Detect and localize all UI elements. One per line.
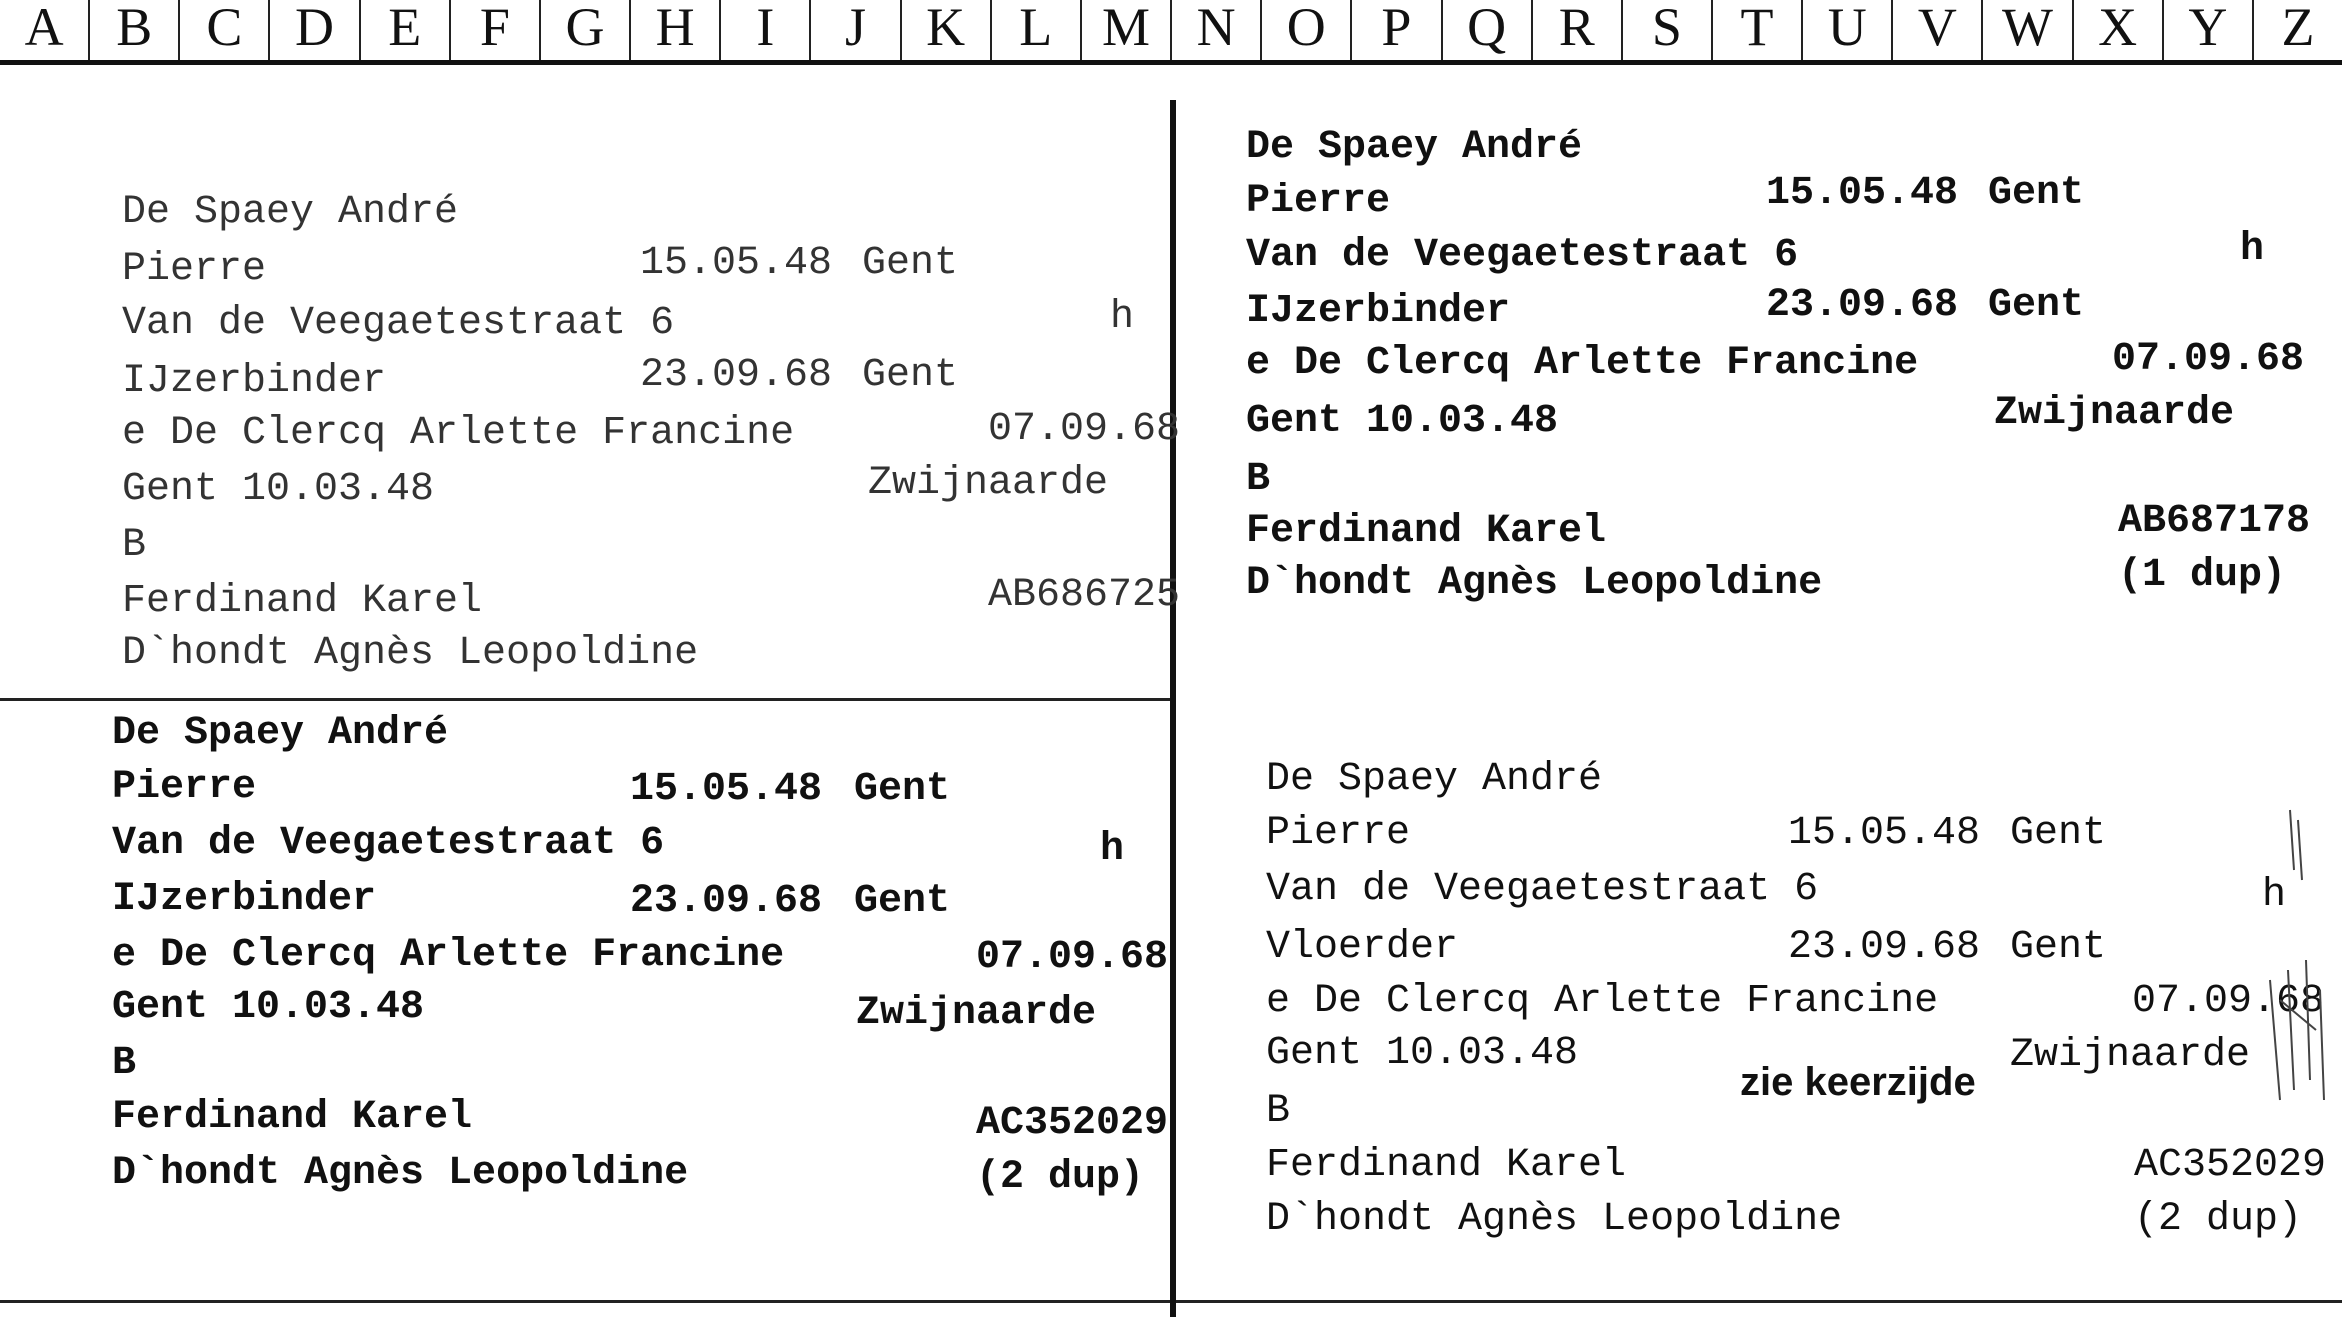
alphabet-index-bar	[0, 0, 2342, 65]
overlay-note-stamp: zie keerzijde	[1740, 1060, 1976, 1104]
card-spouse: e De Clercq Arlette Francine	[122, 411, 795, 456]
card-code: B	[122, 523, 147, 568]
card-place-2: Gent	[2010, 925, 2107, 970]
card-gender: h	[1100, 827, 1125, 872]
alphabet-letter-l: L	[992, 0, 1082, 60]
card-father: Ferdinand Karel	[1266, 1143, 1627, 1188]
card-father: Ferdinand Karel	[1246, 509, 1607, 554]
alphabet-letter-s: S	[1623, 0, 1713, 60]
card-date-3: 07.09.68	[988, 407, 1181, 452]
card-place-2: Gent	[862, 353, 959, 398]
card-place-2: Gent	[1988, 283, 2085, 328]
card-gender: h	[2240, 227, 2265, 272]
vertical-divider	[1170, 100, 1176, 1317]
card-date-2: 23.09.68	[1788, 925, 1981, 970]
card-occupation: IJzerbinder	[112, 877, 377, 922]
card-first-names: Pierre	[122, 247, 267, 292]
card-street: Van de Veegaetestraat 6	[122, 301, 675, 346]
card-spouse-birth: Gent 10.03.48	[112, 985, 425, 1030]
alphabet-letter-c: C	[180, 0, 270, 60]
horizontal-divider-left	[0, 698, 1170, 701]
card-spouse-birth: Gent 10.03.48	[122, 467, 435, 512]
alphabet-letter-v: V	[1893, 0, 1983, 60]
alphabet-letter-d: D	[270, 0, 360, 60]
alphabet-letter-g: G	[541, 0, 631, 60]
card-birth-place: Gent	[854, 767, 951, 812]
card-code: B	[1266, 1089, 1291, 1134]
card-birth-date: 15.05.48	[1788, 811, 1981, 856]
card-place-2: Gent	[854, 879, 951, 924]
card-reference: AC352029	[976, 1101, 1169, 1146]
alphabet-letter-n: N	[1172, 0, 1262, 60]
alphabet-letter-f: F	[451, 0, 541, 60]
card-reference: AC352029	[2134, 1143, 2327, 1188]
card-first-names: Pierre	[1246, 179, 1391, 224]
card-birth-place: Gent	[2010, 811, 2107, 856]
alphabet-letter-o: O	[1262, 0, 1352, 60]
card-spouse: e De Clercq Arlette Francine	[112, 933, 785, 978]
card-date-3: 07.09.68	[2132, 979, 2325, 1024]
card-spouse: e De Clercq Arlette Francine	[1266, 979, 1939, 1024]
card-street: Van de Veegaetestraat 6	[1246, 233, 1799, 278]
alphabet-letter-e: E	[361, 0, 451, 60]
alphabet-letter-w: W	[1983, 0, 2073, 60]
alphabet-letter-z: Z	[2281, 0, 2315, 57]
bottom-line-left	[0, 1300, 1170, 1303]
alphabet-letter-a: A	[0, 0, 90, 60]
card-occupation: IJzerbinder	[1246, 289, 1511, 334]
card-reference: AB687178	[2118, 499, 2311, 544]
card-name: De Spaey André	[112, 711, 449, 756]
card-date-3: 07.09.68	[976, 935, 1169, 980]
card-father: Ferdinand Karel	[112, 1095, 473, 1140]
handwritten-scribble	[2250, 800, 2342, 1110]
alphabet-letter-p: P	[1352, 0, 1442, 60]
card-place-3: Zwijnaarde	[856, 991, 1097, 1036]
card-birth-date: 15.05.48	[630, 767, 823, 812]
alphabet-letter-r: R	[1533, 0, 1623, 60]
card-father: Ferdinand Karel	[122, 579, 483, 624]
card-birth-date: 15.05.48	[1766, 171, 1959, 216]
card-date-3: 07.09.68	[2112, 337, 2305, 382]
card-mother: D`hondt Agnès Leopoldine	[1246, 561, 1823, 606]
card-first-names: Pierre	[112, 765, 257, 810]
card-spouse: e De Clercq Arlette Francine	[1246, 341, 1919, 386]
card-gender: h	[1110, 295, 1135, 340]
card-place-3: Zwijnaarde	[2010, 1033, 2251, 1078]
card-name: De Spaey André	[122, 190, 459, 235]
alphabet-letter-i: I	[721, 0, 811, 60]
card-mother: D`hondt Agnès Leopoldine	[122, 631, 699, 676]
alphabet-letter-h: H	[631, 0, 721, 60]
card-birth-place: Gent	[862, 241, 959, 286]
card-mother: D`hondt Agnès Leopoldine	[112, 1151, 689, 1196]
alphabet-letter-k: K	[902, 0, 992, 60]
card-street: Van de Veegaetestraat 6	[112, 821, 665, 866]
card-date-2: 23.09.68	[630, 879, 823, 924]
alphabet-letter-t: T	[1713, 0, 1803, 60]
card-reference: AB686725	[988, 573, 1181, 618]
alphabet-letter-b: B	[90, 0, 180, 60]
card-code: B	[1246, 457, 1271, 502]
card-name: De Spaey André	[1266, 757, 1603, 802]
card-occupation: Vloerder	[1266, 925, 1459, 970]
card-date-2: 23.09.68	[640, 353, 833, 398]
card-first-names: Pierre	[1266, 811, 1411, 856]
bottom-line-right	[1176, 1300, 2342, 1303]
card-spouse-birth: Gent 10.03.48	[1246, 399, 1559, 444]
alphabet-letter-u: U	[1803, 0, 1893, 60]
card-place-3: Zwijnaarde	[1994, 391, 2235, 436]
card-birth-date: 15.05.48	[640, 241, 833, 286]
card-place-3: Zwijnaarde	[868, 461, 1109, 506]
card-birth-place: Gent	[1988, 171, 2085, 216]
card-date-2: 23.09.68	[1766, 283, 1959, 328]
alphabet-letter-y: Y	[2164, 0, 2254, 60]
card-duplicates: (2 dup)	[2134, 1197, 2303, 1242]
card-name: De Spaey André	[1246, 125, 1583, 170]
card-code: B	[112, 1041, 137, 1086]
card-street: Van de Veegaetestraat 6	[1266, 867, 1819, 912]
card-duplicates: (1 dup)	[2118, 553, 2287, 598]
card-mother: D`hondt Agnès Leopoldine	[1266, 1197, 1843, 1242]
alphabet-letter-x: X	[2074, 0, 2164, 60]
alphabet-letter-j: J	[811, 0, 901, 60]
alphabet-letter-q: Q	[1443, 0, 1533, 60]
card-occupation: IJzerbinder	[122, 359, 387, 404]
card-spouse-birth: Gent 10.03.48	[1266, 1031, 1579, 1076]
card-gender: h	[2262, 873, 2287, 918]
card-duplicates: (2 dup)	[976, 1155, 1145, 1200]
alphabet-letter-m: M	[1082, 0, 1172, 60]
